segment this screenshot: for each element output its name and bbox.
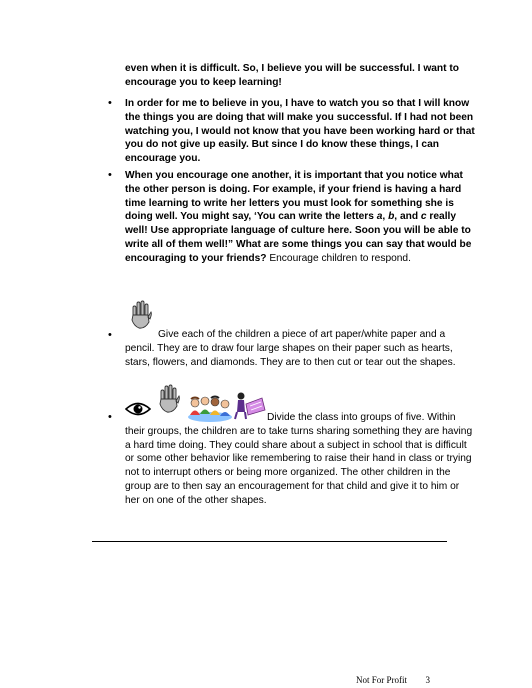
letter-c: c [420, 211, 427, 223]
bullet-4: • [108, 411, 112, 423]
paragraph-continuation: even when it is difficult. So, I believe you will be successful. I want to encourage you to keep learning! [125, 63, 459, 88]
hand-icon-2 [158, 384, 180, 414]
bullet-3: • [108, 329, 112, 341]
encourage-text-bold: When you encourage one another, it is important that you notice what the other person is doing. For example, if your friend is having a hard time learning to write her letters you must look for something she is doing well. You might say, ‘You can write the letters [125, 170, 463, 223]
paragraph-believe: In order for me to believe in you, I have to watch you so that I will know the things you are doing that will make you successful. If I had not been watching you, I would not know that you have been working hard or that you do not give up easily. But since I do know these things, I can encourage you. [125, 98, 475, 165]
page-number: 3 [425, 675, 431, 685]
bullet-1: • [108, 97, 112, 109]
encourage-text-plain: Encourage children to respond. [266, 252, 411, 264]
paragraph-art-paper: Give each of the children a piece of art paper/white paper and a pencil. They are to draw four large shapes on their paper such as hearts, stars, flowers, and diamonds. They are to then cut or tear out the shapes. [125, 329, 456, 368]
paragraph-encourage [125, 169, 475, 266]
letter-a: a [376, 211, 383, 223]
hand-icon [130, 300, 152, 330]
bullet-2: • [108, 169, 112, 181]
letter-b: b [388, 211, 395, 223]
letter-sep-1: , [382, 211, 389, 223]
paragraph-groups: Divide the class into groups of five. Within their groups, the children are to take turns sharing something they are having a hard time doing. They could share about a subject in school that is difficult or some other behavior like remembering to raise their hand in class or trying not to interrupt others or being more organized. The other children in the group are to then say an encouragement for that child and give it to him or her on one of the other shapes. [125, 412, 473, 506]
footer-divider [92, 541, 447, 542]
encourage-text-bold-2: really well! Use appropriate language of culture here. Soon you will be able to write all of them well!” What are some things you can say that would be encouraging to your friends? [125, 211, 472, 264]
page-footer [356, 675, 430, 685]
letter-sep-2: , and [394, 211, 421, 223]
footer-label: Not For Profit [356, 675, 408, 685]
